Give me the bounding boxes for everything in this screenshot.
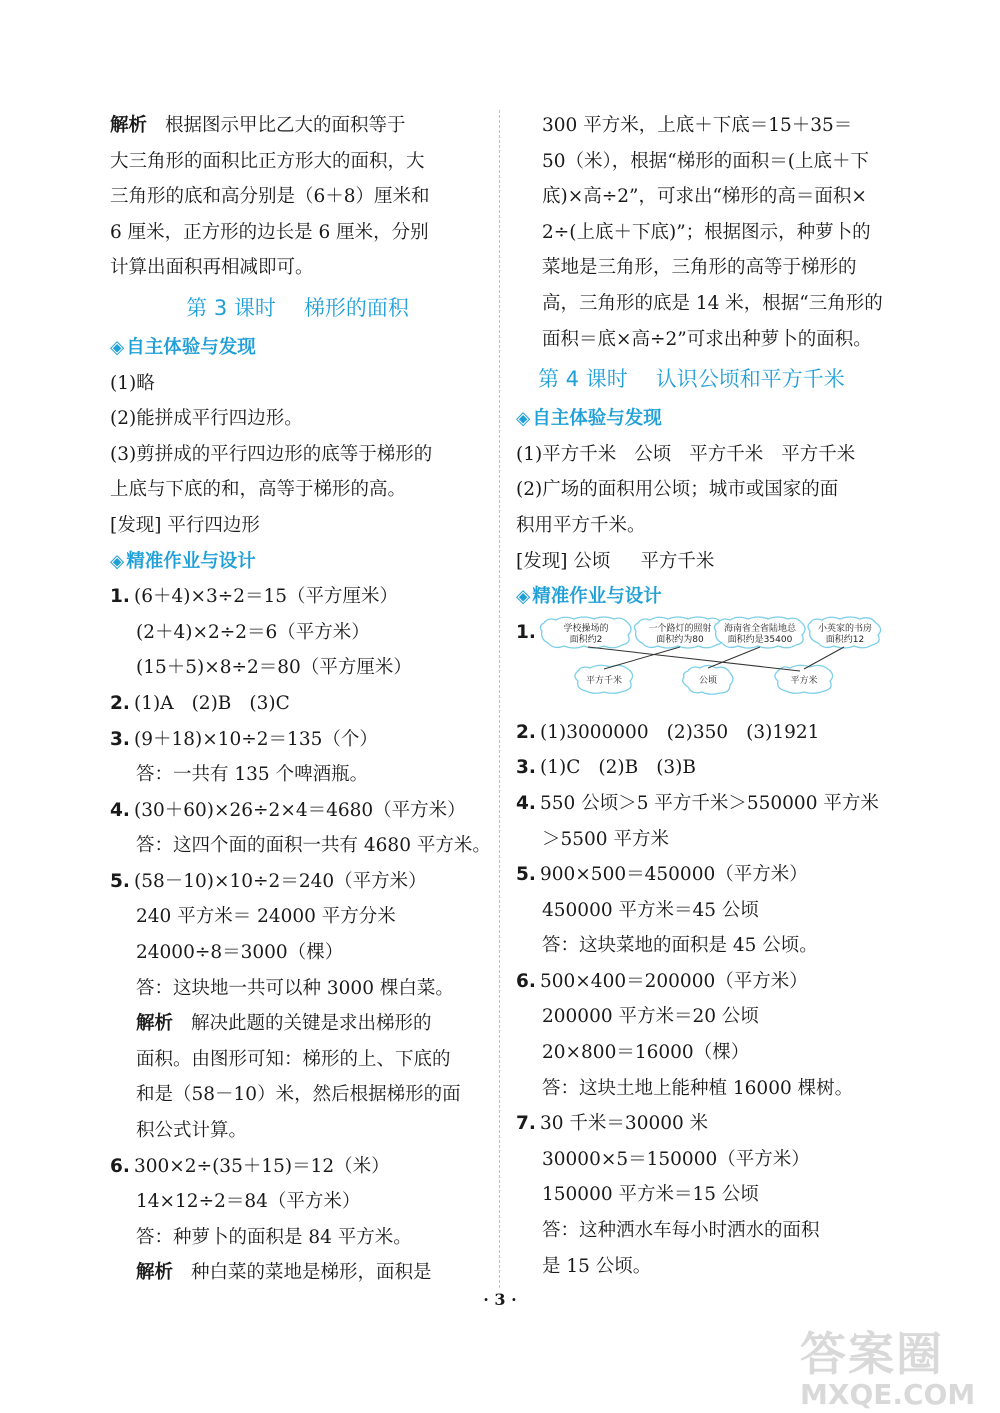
- cloud-label: 公顷: [698, 675, 718, 686]
- analysis-line: 底)×高÷2”，可求出“梯形的高＝面积×: [542, 186, 867, 208]
- question-7: 7. 30 千米＝30000 米: [516, 1113, 709, 1135]
- answer-line: 20×800＝16000（棵）: [542, 1042, 750, 1064]
- cloud-label: 小英家的书房: [817, 623, 873, 634]
- analysis-label: 解析: [136, 1262, 174, 1284]
- question-1-diagram: 1. 学校操场的 面积约2 一个路灯的照射 面积约为80 海南省全省陆地总 面积约是35400 小英家的书房 面积约12 平方千米 公顷 平方米: [516, 615, 892, 715]
- section-heading-homework: ◈ 精准作业与设计: [110, 550, 256, 572]
- answer-line: 30000×5＝150000（平方米）: [542, 1148, 810, 1170]
- cloud-label: 面积约为80: [656, 634, 704, 645]
- answer-line: (15＋5)×8÷2＝80（平方厘米）: [136, 657, 412, 679]
- answer-line: (2)能拼成平行四边形。: [110, 408, 303, 430]
- analysis-line: 大三角形的面积比正方形大的面积，大: [110, 150, 425, 172]
- section-heading-explore: ◈ 自主体验与发现: [516, 408, 662, 430]
- question-4: 4. (30＋60)×26÷2×4＝4680（平方米）: [110, 799, 466, 821]
- question-5: 5. 900×500＝450000（平方米）: [516, 864, 808, 886]
- analysis-line: 50（米），根据“梯形的面积＝(上底＋下: [542, 150, 869, 172]
- analysis-line: 解析 根据图示甲比乙大的面积等于: [110, 115, 406, 136]
- matching-diagram: [538, 615, 888, 715]
- answer-line: 24000÷8＝3000（棵）: [136, 942, 344, 964]
- answer-line: 450000 平方米＝45 公顷: [542, 899, 759, 921]
- cloud-label: 面积约12: [825, 634, 865, 645]
- answer-line: 14×12÷2＝84（平方米）: [136, 1191, 361, 1213]
- page-number: · 3 ·: [483, 1290, 517, 1309]
- left-column: [110, 108, 491, 1291]
- column-divider: [499, 110, 500, 1288]
- diamond-icon: ◈: [110, 336, 125, 358]
- answer-line: (2＋4)×2÷2＝6（平方米）: [136, 621, 370, 643]
- analysis-line: 积公式计算。: [136, 1120, 248, 1142]
- question-1: 1. (6＋4)×3÷2＝15（平方厘米）: [110, 586, 399, 608]
- analysis-label: 解析: [136, 1013, 174, 1035]
- answer-line: 答：这块土地上能种植 16000 棵树。: [542, 1077, 854, 1099]
- answer-line: 答：种萝卜的面积是 84 平方米。: [136, 1226, 412, 1248]
- watermark-logo-text: 答案圈: [800, 1327, 944, 1381]
- answer-line: [发现] 平行四边形: [110, 514, 260, 536]
- watermark: [800, 1318, 975, 1411]
- diamond-icon: ◈: [110, 550, 125, 572]
- analysis-line: 面积＝底×高÷2”可求出种萝卜的面积。: [542, 328, 872, 350]
- right-column: [516, 108, 892, 1284]
- answer-line: 答：这块菜地的面积是 45 公顷。: [542, 935, 818, 957]
- analysis-line: 高，三角形的底是 14 米，根据“三角形的: [542, 292, 883, 314]
- analysis-line: 解析 种白菜的菜地是梯形，面积是: [136, 1262, 432, 1284]
- question-2: 2. (1)3000000 (2)350 (3)1921: [516, 721, 820, 743]
- answer-line: 答：一共有 135 个啤酒瓶。: [136, 764, 369, 786]
- lesson-3-heading: 第 3 课时 梯形的面积: [186, 295, 409, 320]
- analysis-line: 2÷(上底＋下底)”；根据图示，种萝卜的: [542, 221, 871, 243]
- answer-line: 上底与下底的和，高等于梯形的高。: [110, 479, 407, 501]
- question-6: 6. 500×400＝200000（平方米）: [516, 970, 808, 992]
- analysis-line: 计算出面积再相减即可。: [110, 257, 314, 279]
- answer-line: 积用平方千米。: [516, 514, 646, 536]
- analysis-line: 菜地是三角形，三角形的高等于梯形的: [542, 257, 857, 279]
- lesson-4-heading: 第 4 课时 认识公顷和平方千米: [538, 367, 845, 392]
- question-3: 3. (1)C (2)B (3)B: [516, 757, 696, 779]
- watermark-url: MXQE.COM: [800, 1378, 976, 1411]
- analysis-line: 和是（58－10）米，然后根据梯形的面: [136, 1084, 461, 1106]
- answer-line: (1)略: [110, 372, 155, 394]
- cloud-label: 面积约2: [569, 634, 603, 645]
- question-4: 4. 550 公顷＞5 平方千米＞550000 平方米: [516, 792, 879, 814]
- answer-line: ＞5500 平方米: [542, 828, 669, 850]
- diamond-icon: ◈: [516, 408, 531, 430]
- analysis-line: 6 厘米，正方形的边长是 6 厘米，分别: [110, 221, 429, 243]
- question-5: 5. (58－10)×10÷2＝240（平方米）: [110, 870, 427, 892]
- analysis-label: 解析: [110, 115, 148, 136]
- answer-line: 答：这四个面的面积一共有 4680 平方米。: [136, 835, 491, 857]
- answer-line: (3)剪拼成的平行四边形的底等于梯形的: [110, 443, 433, 465]
- answer-line: 答：这种洒水车每小时洒水的面积: [542, 1220, 820, 1242]
- cloud-label: 学校操场的: [563, 623, 609, 634]
- cloud-label: 海南省全省陆地总: [723, 623, 797, 634]
- answer-line: 150000 平方米＝15 公顷: [542, 1184, 759, 1206]
- match-line: [708, 647, 760, 668]
- section-heading-explore: ◈ 自主体验与发现: [110, 336, 256, 358]
- question-2: 2. (1)A (2)B (3)C: [110, 692, 290, 714]
- answer-line: 240 平方米＝ 24000 平方分米: [136, 906, 396, 928]
- question-6: 6. 300×2÷(35＋15)＝12（米）: [110, 1155, 390, 1177]
- cloud-label: 一个路灯的照射: [648, 623, 712, 634]
- cloud-label: 平方米: [790, 675, 818, 686]
- section-heading-homework: ◈ 精准作业与设计: [516, 586, 662, 608]
- answer-line: (2)广场的面积用公顷；城市或国家的面: [516, 479, 839, 501]
- analysis-line: 300 平方米，上底＋下底＝15＋35＝: [542, 115, 853, 136]
- answer-line: 200000 平方米＝20 公顷: [542, 1006, 759, 1028]
- cloud-label: 面积约是35400: [727, 634, 793, 645]
- diamond-icon: ◈: [516, 586, 531, 608]
- analysis-line: 面积。由图形可知：梯形的上、下底的: [136, 1048, 451, 1070]
- analysis-line: 解析 解决此题的关键是求出梯形的: [136, 1013, 432, 1035]
- answer-line: [发现] 公顷 平方千米: [516, 550, 715, 572]
- answer-line: 答：这块地一共可以种 3000 棵白菜。: [136, 977, 454, 999]
- answer-line: 是 15 公顷。: [542, 1255, 652, 1277]
- match-line: [804, 647, 844, 669]
- question-3: 3. (9＋18)×10÷2＝135（个）: [110, 728, 378, 750]
- answer-line: (1)平方千米 公顷 平方千米 平方千米: [516, 443, 856, 465]
- analysis-line: 三角形的底和高分别是（6＋8）厘米和: [110, 186, 430, 208]
- cloud-label: 平方千米: [585, 675, 623, 686]
